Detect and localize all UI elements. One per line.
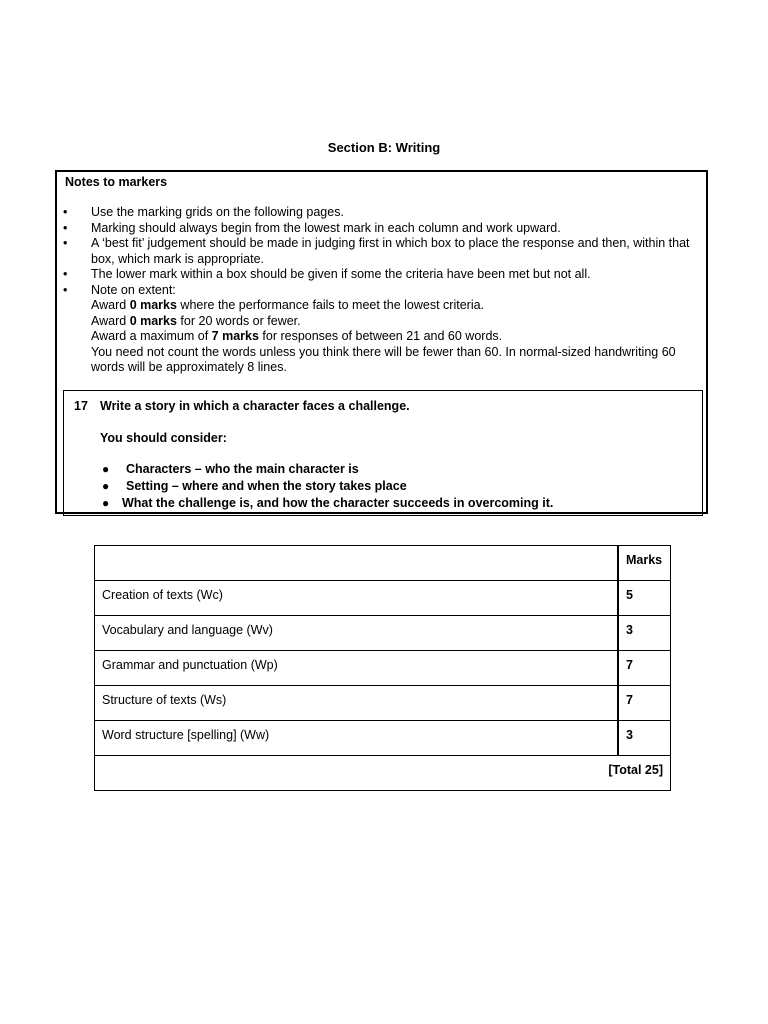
total-cell: [Total 25] — [95, 756, 671, 791]
question-point: ● Characters – who the main character is — [102, 462, 359, 476]
table-total-row — [95, 756, 671, 791]
section-title: Section B: Writing — [327, 140, 441, 155]
bullet-icon: ● — [102, 496, 110, 510]
notes-heading: Notes to markers — [65, 175, 168, 189]
notes-list-item: • A ‘best fit’ judgement should be made in judging first in which box to place the response and then, within that box, which mark is appropriate. — [63, 236, 690, 266]
criterion-cell: Creation of texts (Wc) — [95, 581, 619, 616]
marks-table — [94, 545, 671, 791]
extent-line: Award 0 marks for 20 words or fewer. — [91, 313, 301, 328]
bullet-icon: • — [63, 220, 68, 235]
notes-list-item-extent: • Note on extent: Award 0 marks where the performance fails to meet the lowest criteria. Award 0 marks for 20 words or fewer. Award a maximum of 7 marks for responses of between 21 and 60 words. You need not count the words unless you think there will be fewer than 60. In normal-sized handwriting 60 words will be approximately 8 lines. — [63, 283, 703, 376]
table-row — [95, 616, 671, 651]
question-prompt: Write a story in which a character faces a challenge. — [100, 399, 410, 413]
marks-header: Marks — [618, 546, 671, 581]
question-points — [100, 461, 660, 512]
table-header-blank — [95, 546, 619, 581]
criterion-cell: Word structure [spelling] (Ww) — [95, 721, 619, 756]
question-title — [74, 399, 410, 413]
bullet-icon: ● — [102, 462, 110, 476]
notes-list-item: • Marking should always begin from the lowest mark in each column and work upward. — [63, 220, 561, 235]
bullet-icon: • — [63, 236, 68, 250]
marks-cell: 7 — [618, 686, 671, 721]
table-row — [95, 721, 671, 756]
extent-line: You need not count the words unless you think there will be fewer than 60. In normal-sized handwriting 60 words will be approximately 8 lines. — [91, 344, 676, 374]
marks-cell: 5 — [618, 581, 671, 616]
question-point: ● What the challenge is, and how the character succeeds in overcoming it. — [102, 496, 554, 510]
question-point: ● Setting – where and when the story takes place — [102, 479, 407, 493]
notes-list-item: • Use the marking grids on the following pages. — [63, 205, 344, 219]
criterion-cell: Grammar and punctuation (Wp) — [95, 651, 619, 686]
bullet-icon: ● — [102, 479, 110, 493]
question-consider: You should consider: — [100, 431, 227, 445]
extent-line: Award a maximum of 7 marks for responses of between 21 and 60 words. — [91, 329, 503, 343]
table-header-row — [95, 546, 671, 581]
criterion-cell: Vocabulary and language (Wv) — [95, 616, 619, 651]
bullet-icon: • — [63, 205, 68, 219]
notes-list — [63, 205, 703, 376]
extent-line: Award 0 marks where the performance fails to meet the lowest criteria. — [91, 298, 485, 312]
bullet-icon: • — [63, 282, 68, 297]
question-number: 17 — [74, 399, 88, 413]
table-row — [95, 581, 671, 616]
table-row — [95, 686, 671, 721]
marks-cell: 3 — [618, 721, 671, 756]
question-box — [63, 390, 703, 516]
notes-list-item: • The lower mark within a box should be given if some the criteria have been met but not all. — [63, 267, 591, 281]
marks-cell: 3 — [618, 616, 671, 651]
marks-cell: 7 — [618, 651, 671, 686]
criterion-cell: Structure of texts (Ws) — [95, 686, 619, 721]
bullet-icon: • — [63, 267, 68, 281]
notes-to-markers-box — [55, 170, 708, 514]
table-row — [95, 651, 671, 686]
